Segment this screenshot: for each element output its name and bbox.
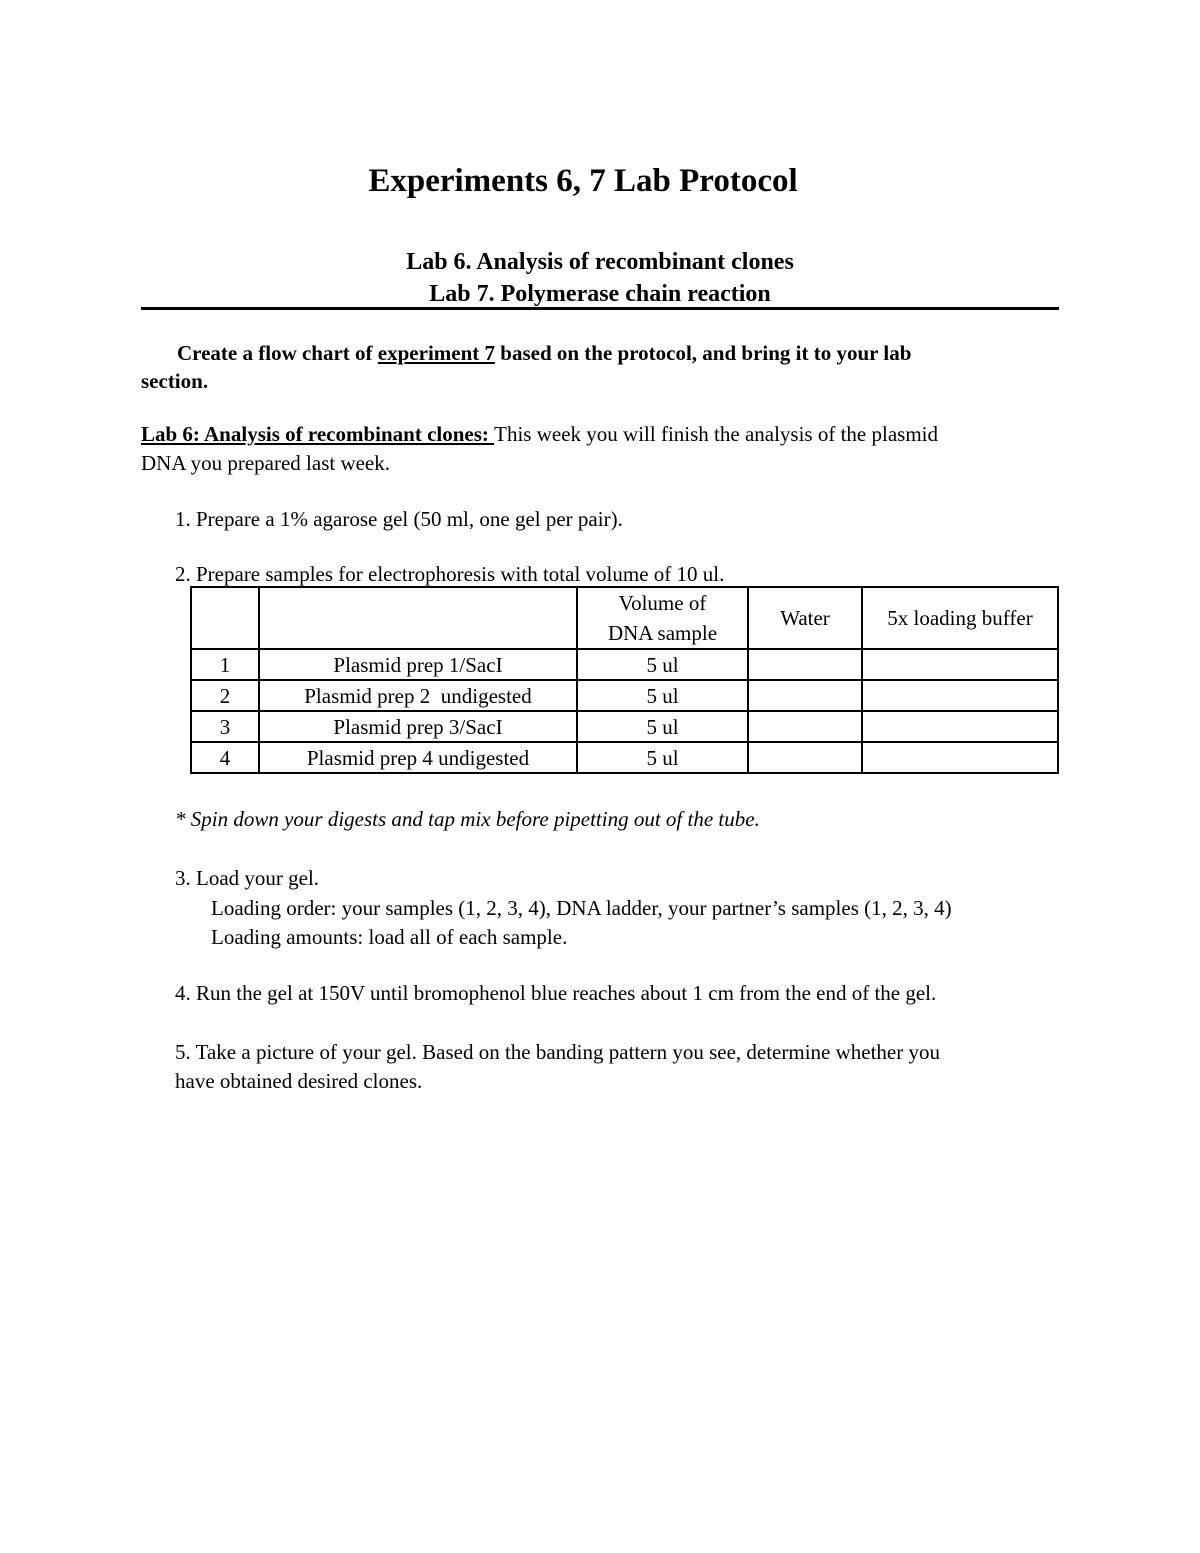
- step-1: 1. Prepare a 1% agarose gel (50 ml, one gel per pair).: [175, 507, 623, 531]
- row-volume: 5 ul: [577, 711, 748, 742]
- row-sample: Plasmid prep 2 undigested: [259, 680, 577, 711]
- table-row: [191, 680, 1058, 711]
- spin-down-note: * Spin down your digests and tap mix before pipetting out of the tube.: [175, 807, 760, 831]
- table-header-row: [191, 587, 1058, 649]
- step-5-line2: have obtained desired clones.: [175, 1069, 423, 1093]
- step-3-loading-order: Loading order: your samples (1, 2, 3, 4), DNA ladder, your partner’s samples (1, 2, 3, 4): [211, 896, 952, 920]
- header-volume: Volume of DNA sample: [577, 587, 748, 649]
- lab6-heading: Lab 6: Analysis of recombinant clones:: [141, 422, 495, 446]
- step-5-line1: 5. Take a picture of your gel. Based on the banding pattern you see, determine whether you: [175, 1040, 940, 1064]
- header-divider: [141, 307, 1059, 310]
- row-volume: 5 ul: [577, 680, 748, 711]
- header-water: Water: [748, 587, 862, 649]
- lab6-para-line2: DNA you prepared last week.: [141, 451, 391, 475]
- row-volume: 5 ul: [577, 742, 748, 773]
- row-sample: Plasmid prep 3/SacI: [259, 711, 577, 742]
- header-buffer: 5x loading buffer: [862, 587, 1058, 649]
- table-row: [191, 649, 1058, 680]
- lab6-text: This week you will finish the analysis of the plasmid: [494, 422, 938, 446]
- subtitle-lab6: Lab 6. Analysis of recombinant clones: [406, 249, 794, 275]
- document-title: Experiments 6, 7 Lab Protocol: [368, 163, 798, 199]
- row-buffer[interactable]: [862, 649, 1058, 680]
- row-buffer[interactable]: [862, 711, 1058, 742]
- row-volume: 5 ul: [577, 649, 748, 680]
- step-2: 2. Prepare samples for electrophoresis with total volume of 10 ul.: [175, 562, 725, 586]
- intro-post: based on the protocol, and bring it to your lab: [495, 341, 912, 365]
- table-row: [191, 742, 1058, 773]
- row-water[interactable]: [748, 742, 862, 773]
- row-water[interactable]: [748, 649, 862, 680]
- table-row: [191, 711, 1058, 742]
- sample-table: [190, 586, 1059, 774]
- lab6-para-line1: [141, 422, 938, 447]
- intro-line1: [177, 341, 911, 366]
- intro-line2: section.: [141, 369, 209, 393]
- row-num: 4: [191, 742, 259, 773]
- row-water[interactable]: [748, 711, 862, 742]
- intro-experiment-link: experiment 7: [377, 341, 496, 365]
- row-num: 2: [191, 680, 259, 711]
- row-num: 1: [191, 649, 259, 680]
- row-buffer[interactable]: [862, 680, 1058, 711]
- header-num: [191, 587, 259, 649]
- step-3: 3. Load your gel.: [175, 866, 320, 890]
- row-buffer[interactable]: [862, 742, 1058, 773]
- step-4: 4. Run the gel at 150V until bromophenol blue reaches about 1 cm from the end of the gel.: [175, 981, 937, 1005]
- subtitle-lab7: Lab 7. Polymerase chain reaction: [429, 281, 771, 307]
- intro-pre: Create a flow chart of: [177, 341, 378, 365]
- row-num: 3: [191, 711, 259, 742]
- step-3-loading-amounts: Loading amounts: load all of each sample.: [211, 925, 568, 949]
- row-sample: Plasmid prep 1/SacI: [259, 649, 577, 680]
- row-water[interactable]: [748, 680, 862, 711]
- header-sample: [259, 587, 577, 649]
- row-sample: Plasmid prep 4 undigested: [259, 742, 577, 773]
